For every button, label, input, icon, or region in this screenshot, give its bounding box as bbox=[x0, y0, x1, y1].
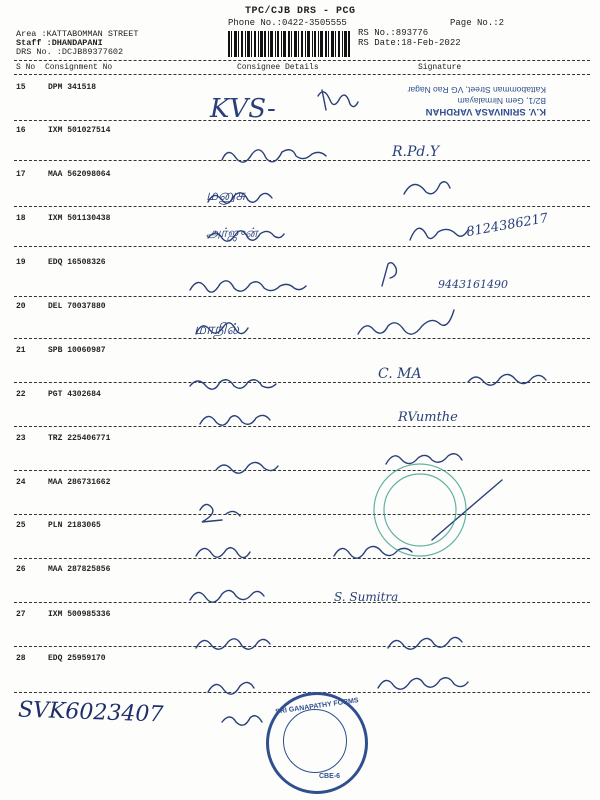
handwritten-name: மனுசு bbox=[206, 186, 246, 204]
row-sno: 22 bbox=[16, 390, 26, 399]
row-consignment: SPB 10060987 bbox=[48, 346, 106, 355]
signature-scribble bbox=[410, 228, 468, 240]
signature-scribble bbox=[226, 511, 240, 516]
row-consignment: IXM 501130438 bbox=[48, 214, 111, 223]
col-consignee: Consignee Details bbox=[237, 63, 319, 72]
handwritten-phone: 8124386217 bbox=[465, 210, 550, 241]
rs-number: RS No.:893776 bbox=[358, 28, 429, 38]
signature-scribble bbox=[200, 504, 222, 522]
document-title: TPC/CJB DRS - PCG bbox=[245, 6, 356, 17]
stamp-inner-ring bbox=[283, 709, 347, 773]
handwritten-signature: R.Pd.Y bbox=[392, 144, 440, 160]
signature-scribble bbox=[196, 639, 270, 649]
handwritten-signature: C. MA bbox=[378, 366, 422, 382]
row-consignment: DPM 341518 bbox=[48, 83, 97, 92]
signature-scribble bbox=[404, 182, 450, 194]
signature-scribble bbox=[190, 590, 264, 602]
col-signature: Signature bbox=[418, 63, 462, 72]
stamp-text: SRI GANAPATHY FORMS bbox=[274, 697, 360, 716]
row-sno: 25 bbox=[16, 521, 26, 530]
stamp-address-line: Kattabomman Street, VG Rao Nagar bbox=[407, 85, 546, 95]
handwritten-name: மாநில் bbox=[194, 320, 239, 338]
row-sno: 26 bbox=[16, 565, 26, 574]
round-stamp bbox=[266, 692, 368, 794]
row-sno: 21 bbox=[16, 346, 26, 355]
row-consignment: EDQ 25959170 bbox=[48, 654, 106, 663]
handwritten-footer-number: SVK6023407 bbox=[17, 697, 164, 728]
row-consignment: TRZ 225406771 bbox=[48, 434, 111, 443]
row-consignment: MAA 562098064 bbox=[48, 170, 111, 179]
row-sno: 20 bbox=[16, 302, 26, 311]
signature-scribble bbox=[208, 682, 254, 694]
signature-scribble bbox=[190, 380, 276, 389]
row-sno: 19 bbox=[16, 258, 26, 267]
handwritten-signature: S. Sumitra bbox=[334, 590, 399, 604]
row-consignment: EDQ 16508326 bbox=[48, 258, 106, 267]
signature-scribble bbox=[200, 415, 270, 425]
signature-scribble bbox=[378, 678, 468, 689]
row-sno: 24 bbox=[16, 478, 26, 487]
row-sno: 15 bbox=[16, 83, 26, 92]
signature-scribble bbox=[382, 263, 396, 286]
row-consignment: IXM 501027514 bbox=[48, 126, 111, 135]
stamp-name: K.V. SRINIVASA VARDHAN bbox=[425, 106, 546, 117]
row-consignment: IXM 500985336 bbox=[48, 610, 111, 619]
green-stamp bbox=[374, 464, 466, 556]
staff-line: Staff :DHANDAPANI bbox=[16, 38, 103, 48]
row-consignment: PLN 2183065 bbox=[48, 521, 101, 530]
handwritten-phone: 9443161490 bbox=[438, 278, 508, 291]
signature-scribble bbox=[216, 462, 278, 473]
handwritten-signature: RVumthe bbox=[398, 410, 458, 425]
signature-scribble bbox=[222, 716, 262, 725]
rs-date: RS Date:18-Feb-2022 bbox=[358, 38, 461, 48]
signature-scribble bbox=[432, 480, 502, 540]
signature-scribble bbox=[222, 150, 326, 162]
row-sno: 27 bbox=[16, 610, 26, 619]
row-consignment: MAA 286731662 bbox=[48, 478, 111, 487]
signature-scribble bbox=[334, 546, 412, 558]
row-sno: 23 bbox=[16, 434, 26, 443]
row-sno: 18 bbox=[16, 214, 26, 223]
stamp-city: CBE-6 bbox=[319, 773, 341, 780]
signature-scribble bbox=[468, 374, 546, 385]
col-consignment: Consignment No bbox=[45, 63, 113, 72]
signature-scribble bbox=[386, 454, 462, 464]
handwritten-name: அர்ஜுன் bbox=[206, 226, 258, 241]
drs-number: DRS No. :DCJB89377602 bbox=[16, 47, 124, 57]
row-consignment: PGT 4302684 bbox=[48, 390, 101, 399]
row-sno: 17 bbox=[16, 170, 26, 179]
col-sno: S No bbox=[16, 63, 36, 72]
area-line: Area :KATTABOMMAN STREET bbox=[16, 29, 139, 39]
handwritten-initials: KVS- bbox=[210, 94, 276, 124]
signature-scribble bbox=[388, 637, 462, 649]
row-sno: 16 bbox=[16, 126, 26, 135]
signature-scribble bbox=[190, 281, 306, 292]
row-sno: 28 bbox=[16, 654, 26, 663]
signature-scribble bbox=[196, 548, 250, 558]
page-number: Page No.:2 bbox=[450, 18, 505, 28]
signature-scribble bbox=[358, 310, 454, 334]
row-consignment: MAA 287825856 bbox=[48, 565, 111, 574]
stamp-address-line: B2/1, Gem Nirmalayam bbox=[457, 96, 546, 106]
row-consignment: DEL 70037880 bbox=[48, 302, 106, 311]
phone-number: Phone No.:0422-3505555 bbox=[228, 18, 347, 28]
